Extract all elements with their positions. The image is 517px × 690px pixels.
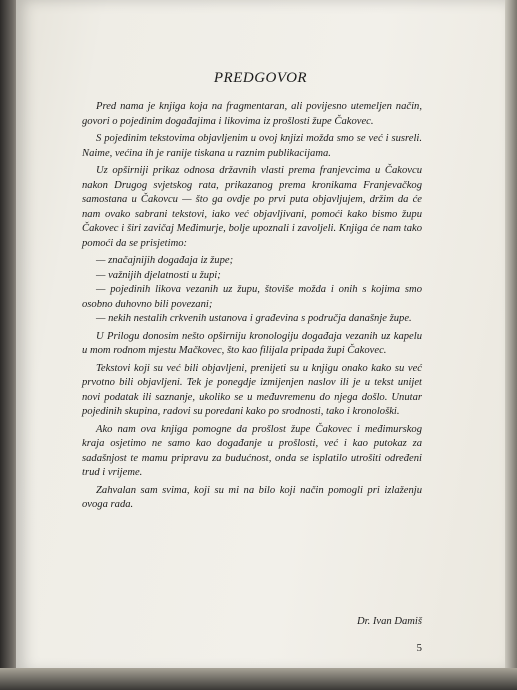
paragraph: Pred nama je knjiga koja na fragmentaran, ali povijesno utemeljen način, govori o pojedinim događajima i likovima iz prošlosti župe Čakovec. — [82, 101, 422, 127]
list-item: — važnijih djelatnosti u župi; — [96, 269, 221, 281]
list-item: — značajnijih događaja iz župe; — [96, 255, 234, 266]
page-edge — [503, 0, 517, 690]
preface-body — [82, 100, 422, 516]
paragraph: Uz opširniji prikaz odnosa državnih vlasti prema franjevcima u Čakovcu nakon Drugog svjetskog rata, prikazanog prema kronikama Franjevačkog samostana u Čakovcu — što ga ovdje po prvi puta objavljujem, držim da će nam ovako sabrani tekstovi, iako već objavljivani, pomoći kako bismo župu Čakovec i širi zavičaj Međimurje, bolje upoznali i zavoljeli. Knjiga će nam tako pomoći da se prisjetimo: — [82, 165, 422, 249]
paragraph: Tekstovi koji su već bili objavljeni, prenijeti su u knjigu onako kako su već prvotno bili objavljeni. Tek je ponegdje izmijenjen naslov ili je u tekst unijet novi podatak ili saznanje, ukoliko se u međuvremenu do njega došlo. Unutar pojedinih skupina, radovi su poredani kako po srodnosti, tako i kronološki. — [82, 362, 422, 417]
author-signature: Dr. Ivan Damiš — [356, 616, 422, 627]
list-item: — pojedinih likova vezanih uz župu, štoviše možda i onih s kojima smo osobno duhovno bili povezani; — [82, 284, 422, 310]
paragraph: S pojedinim tekstovima objavljenim u ovoj knjizi možda smo se već i susreli. Naime, većina ih je ranije tiskana u raznim publikacijama. — [82, 133, 422, 159]
page-number: 5 — [416, 642, 422, 654]
book-page — [16, 0, 505, 672]
page-title: PREDGOVOR — [213, 70, 308, 86]
paragraph: Ako nam ova knjiga pomogne da prošlost župe Čakovec i međimurskog kraja osjetimo ne samo kao događanje u prošlosti, već i kao putokaz za sadašnjost te mamu pripravu za budućnost, onda se isplatilo utrošiti određeni trud i vrijeme. — [82, 423, 422, 478]
list-item: — nekih nestalih crkvenih ustanova i građevina s područja današnje župe. — [96, 313, 412, 324]
paragraph: U Prilogu donosim nešto opširniju kronologiju događaja vezanih uz kapelu u mom rodnom mjestu Mačkovec, što kao filijala pripada župi Čakovec. — [82, 330, 422, 356]
paragraph: Zahvalan sam svima, koji su mi na bilo koji način pomogli pri izlaženju ovoga rada. — [82, 484, 422, 510]
table-surface — [0, 668, 517, 690]
